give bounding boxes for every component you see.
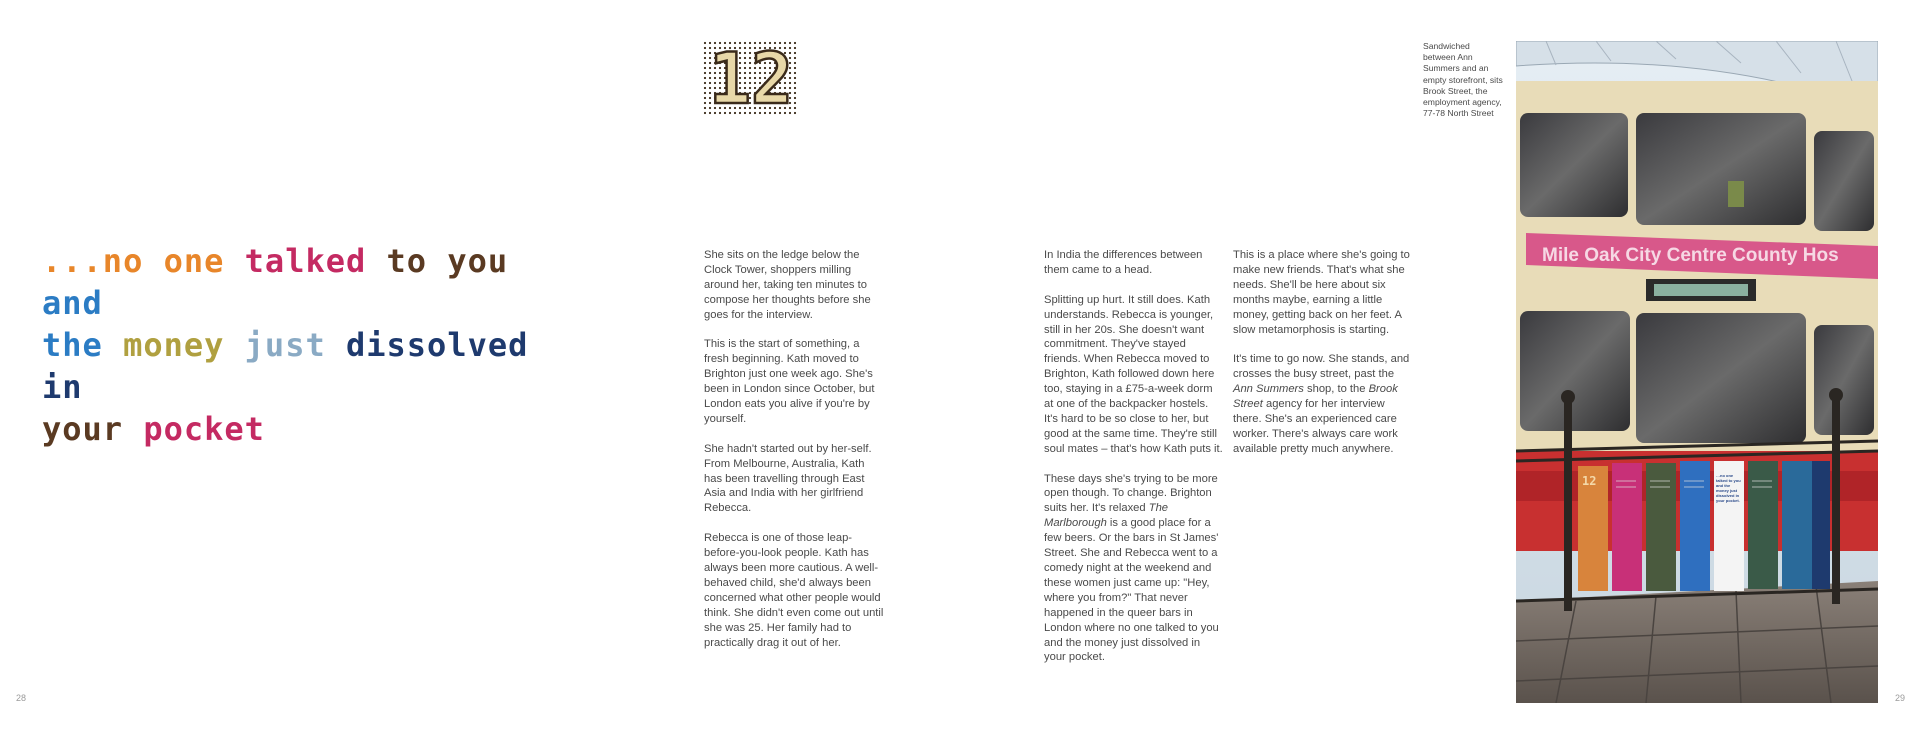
grid-dot <box>794 87 796 89</box>
exhibition-panels <box>1578 461 1830 591</box>
grid-dot <box>704 72 706 74</box>
grid-dot <box>704 107 706 109</box>
shop-name: Ann Summers <box>1233 383 1304 396</box>
grid-dot <box>794 102 796 104</box>
grid-dot <box>794 77 796 79</box>
street-photo <box>1516 41 1878 703</box>
grid-dot <box>794 92 796 94</box>
grid-dot <box>794 112 796 114</box>
grid-dot <box>704 57 706 59</box>
quote-segment: money <box>123 326 245 364</box>
paragraph: She sits on the ledge below the Clock Tower, shoppers milling around her, taking ten minutes to compose her thoughts before she goes for the interview. <box>704 249 871 321</box>
grid-dot <box>794 107 796 109</box>
text-run: is a good place for a few beers. Or the bars in St James' Street. She and Rebecca went to a comedy night at the weekend and these women just came up: "Hey, where you from?" That never happened in the queer bars in London where no one talked to you and the money just dissolved in your pocket. <box>1044 517 1219 664</box>
photo-caption: Sandwiched between Ann Summers and an empty storefront, sits Brook Street, the employment agency, 77-78 North Street <box>1423 41 1503 119</box>
bus-destination-sign: Mile Oak City Centre County Hos <box>1542 245 1839 266</box>
grid-dot <box>794 72 796 74</box>
grid-dot <box>704 112 706 114</box>
grid-dot <box>794 82 796 84</box>
venue-name: The Marlborough <box>1044 502 1169 530</box>
quote-segment: your <box>42 410 144 448</box>
grid-dot <box>704 67 706 69</box>
body-column-2 <box>1044 248 1224 680</box>
agency-name: Brook Street <box>1233 383 1398 411</box>
text-run: These days she's trying to be more open though. To change. Brighton suits her. It's relaxed <box>1044 472 1218 515</box>
body-column-3 <box>1233 248 1413 472</box>
paragraph: This is the start of something, a fresh beginning. Kath moved to Brighton just one week ago. She's been in London since October, but London eats you alive if you're by yourself. <box>704 338 875 425</box>
grid-dot <box>704 87 706 89</box>
text-run: agency for her interview there. She's an experienced care worker. There's always care work available pretty much anywhere. <box>1233 398 1398 455</box>
paragraph <box>1233 352 1413 456</box>
grid-dot <box>704 77 706 79</box>
grid-dot <box>704 62 706 64</box>
quote-segment: dissolved in <box>42 326 529 406</box>
pull-quote <box>42 240 562 450</box>
grid-dot <box>704 47 706 49</box>
panel-number: 12 <box>1582 474 1597 488</box>
paragraph: Rebecca is one of those leap-before-you-look people. Kath has always been more cautious. A well-behaved child, she'd always been concerned what other people would think. She didn't even come out until she was 25. Her family had to practically drag it out of her. <box>704 532 884 649</box>
grid-dot <box>704 52 706 54</box>
grid-dot <box>794 97 796 99</box>
paragraph <box>1044 472 1224 666</box>
panel-text: …no one talked to you and the money just dissolved in your pocket. <box>1716 473 1741 503</box>
grid-dot <box>704 92 706 94</box>
bus-and-railing-illustration <box>1516 41 1878 703</box>
quote-segment: to you <box>386 242 509 280</box>
text-run: shop, to the <box>1303 383 1369 396</box>
grid-dot <box>704 42 706 44</box>
grid-dot <box>704 102 706 104</box>
paragraph: This is a place where she's going to make new friends. That's what she needs. She'll be here about six months maybe, earning a little money, getting back on her feet. A slow metamorphosis is starting. <box>1233 249 1410 336</box>
body-column-1 <box>704 248 884 665</box>
paragraph: In India the differences between them came to a head. <box>1044 249 1203 276</box>
paragraph: She hadn't started out by her-self. From Melbourne, Australia, Kath has been travelling through East Asia and India with her girlfriend Rebecca. <box>704 442 872 515</box>
chapter-number <box>703 41 799 115</box>
paragraph: Splitting up hurt. It still does. Kath understands. Rebecca is younger, still in her 20s. She doesn't want commitment. They've stayed friends. When Rebecca moved to Brighton, Kath followed down here too, staying in a £75-a-week dorm at one of the backpacker hostels. It's hard to be so close to her, but good at the same time. They're still soul mates – that's how Kath puts it. <box>1044 293 1223 455</box>
quote-segment: and <box>42 284 103 322</box>
chapter-number-text: 12 <box>708 41 794 115</box>
grid-dot <box>794 42 796 44</box>
quote-segment: talked <box>244 242 387 280</box>
grid-dot <box>794 67 796 69</box>
page-number-right: 29 <box>1895 693 1906 703</box>
grid-dot <box>704 97 706 99</box>
text-run: It's time to go now. She stands, and crosses the busy street, past the <box>1233 353 1410 381</box>
grid-dot <box>794 57 796 59</box>
panel-text-box <box>1716 473 1743 533</box>
grid-dot <box>704 82 706 84</box>
grid-dot <box>794 52 796 54</box>
grid-dot <box>794 47 796 49</box>
quote-segment: the <box>42 326 124 364</box>
page-number-left: 28 <box>16 693 27 703</box>
quote-segment: ...no one <box>42 242 245 280</box>
quote-segment: pocket <box>143 410 265 448</box>
grid-dot <box>794 62 796 64</box>
quote-segment: just <box>244 326 346 364</box>
